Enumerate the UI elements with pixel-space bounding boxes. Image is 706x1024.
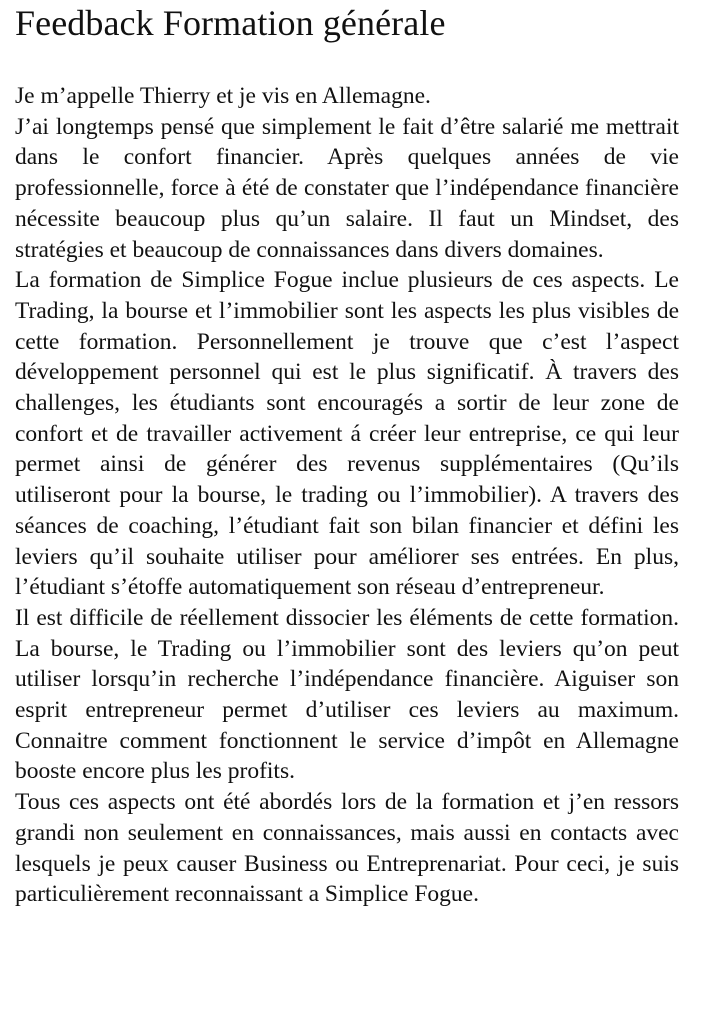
document-title: Feedback Formation générale	[15, 3, 446, 43]
paragraph-salary: J’ai longtemps pensé que simplement le fait d’être salarié me mettrait dans le confort financier. Après quelques années de vie professionnelle, force à été de constater que l’indépendance financière nécessite beaucoup plus qu’un salaire. Il faut un Mindset, des stratégies et beaucoup de connaissances dans divers domaines.	[15, 113, 679, 263]
paragraph-levers: Il est difficile de réellement dissocier les éléments de cette formation. La bourse, le Trading ou l’immobilier sont des leviers qu’on peut utiliser lorsqu’in recherche l’indépendance financière. Aiguiser son esprit entrepreneur permet d’utiliser ces leviers au maximum. Connaitre comment fonctionnent le service d’impôt en Allemagne booste encore plus les profits.	[15, 604, 679, 785]
paragraph-intro: Je m’appelle Thierry et je vis en Allemagne.	[15, 83, 431, 109]
paragraph-conclusion: Tous ces aspects ont été abordés lors de la formation et j’en ressors grandi non seulement en connaissances, mais aussi en contacts avec lesquels je peux causer Business ou Entreprenariat. Pour ceci, je suis particulièrement reconnaissant a Simplice Fogue.	[15, 789, 679, 908]
document-body	[15, 81, 679, 910]
paragraph-formation: La formation de Simplice Fogue inclue plusieurs de ces aspects. Le Trading, la bourse et l’immobilier sont les aspects les plus visibles de cette formation. Personnellement je trouve que c’est l’aspect développement personnel qui est le plus significatif. À travers des challenges, les étudiants sont encouragés a sortir de leur zone de confort et de travailler activement á créer leur entreprise, ce qui leur permet ainsi de générer des revenus supplémentaires (Qu’ils utiliseront pour la bourse, le trading ou l’immobilier). A travers des séances de coaching, l’étudiant fait son bilan financier et défini les leviers qu’il souhaite utiliser pour améliorer ses entrées. En plus, l’étudiant s’étoffe automatiquement son réseau d’entrepreneur.	[15, 267, 679, 601]
